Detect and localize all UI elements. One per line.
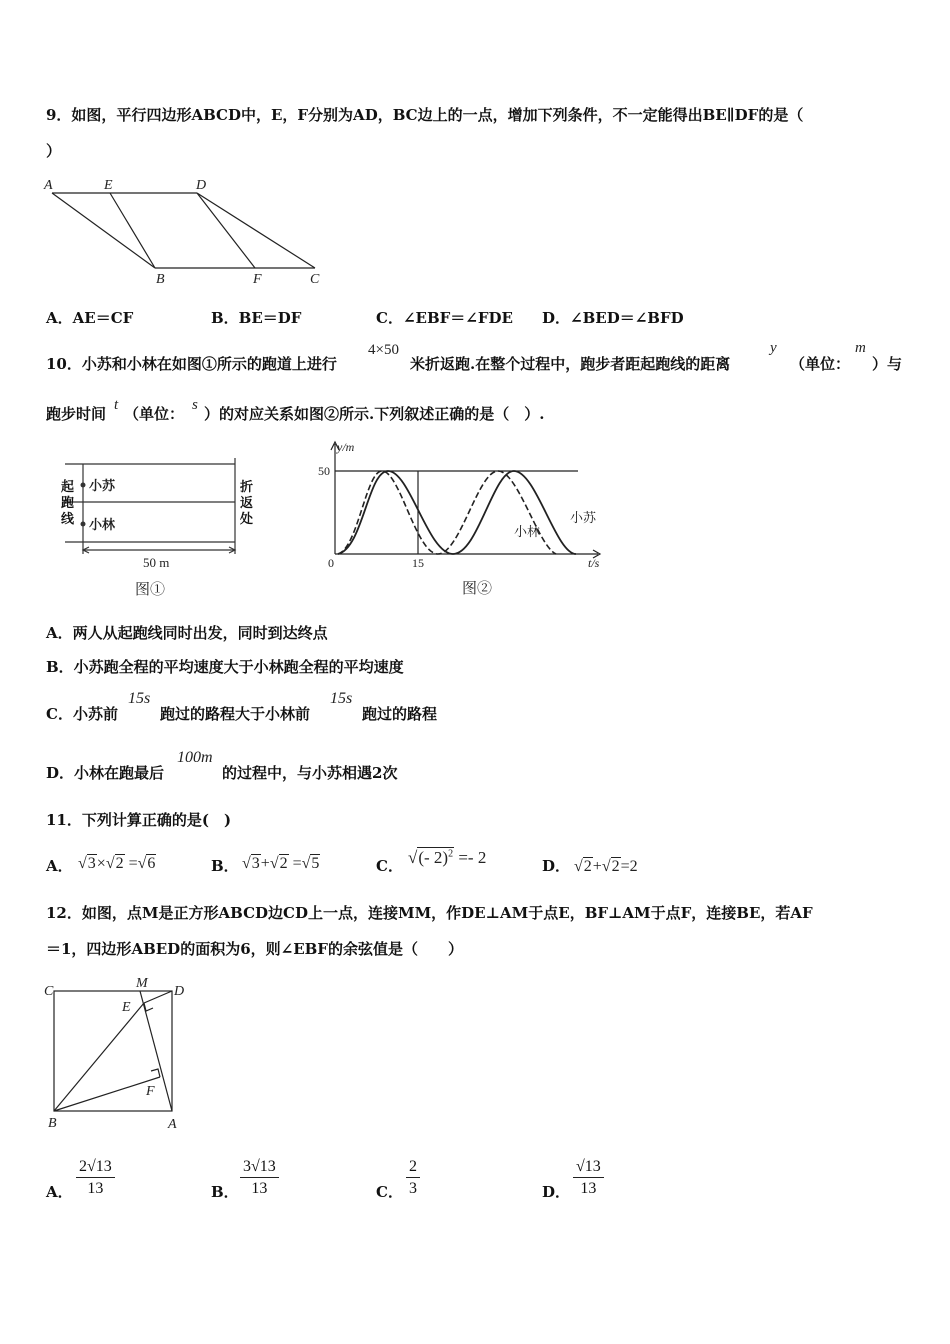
q12-option-c-fraction: $\frac{2}{3}$ — [406, 1158, 420, 1198]
q12-option-b-fraction: $\frac{3√13}{13}$ — [240, 1158, 279, 1198]
q10-option-c-part3: 跑过的路程 — [362, 705, 438, 723]
q10-option-c-expr1: 15s — [128, 690, 151, 707]
q10-graph-y-axis: y/m — [337, 440, 355, 454]
q10-var-m: m — [855, 340, 866, 356]
q9-option-a: A．AE＝CF — [46, 309, 134, 327]
q9-label-b: B — [156, 272, 165, 287]
q10-graph-y-tick: 50 — [318, 464, 330, 478]
q12-option-a-fraction: $\frac{2√13}{13}$ — [76, 1158, 115, 1198]
q10-var-y: y — [770, 340, 777, 356]
q10-unit-b: （单位： — [124, 405, 185, 423]
q10-var-t: t — [114, 397, 119, 413]
q12-option-a-label: A． — [46, 1183, 73, 1201]
q10-stem-line1-a: 10．小苏和小林在如图①所示的跑道上进行 — [46, 355, 337, 373]
q10-stem-line1-b: 米折返跑.在整个过程中，跑步者距起跑线的距离 — [410, 355, 731, 373]
q9-label-a: A — [44, 178, 53, 193]
q9-option-b: B．BE＝DF — [211, 309, 302, 327]
q10-graph-x-axis: t/s — [588, 556, 600, 570]
q10-graph-lin-label: 小林 — [514, 524, 541, 539]
q12-label-b: B — [48, 1116, 57, 1131]
q11-option-d-label: D． — [542, 857, 571, 875]
q10-graph-caption: 图② — [462, 581, 493, 597]
q12-stem-line2: ＝1，四边形ABED的面积为6，则∠EBF的余弦值是（ ） — [46, 940, 463, 958]
q10-graph-origin: 0 — [328, 556, 334, 570]
q10-var-s: s — [192, 397, 198, 413]
q12-option-b-label: B． — [211, 1183, 239, 1201]
q9-stem-line2: ） — [46, 142, 62, 160]
q12-option-d-fraction: $\frac{√13}{13}$ — [573, 1158, 604, 1198]
q10-unit-a: （单位： — [790, 355, 851, 373]
q10-stem-line2-a: 跑步时间 — [46, 405, 107, 423]
q12-option-d-label: D． — [542, 1183, 571, 1201]
q12-stem-line1: 12．如图，点M是正方形ABCD边CD上一点，连接MM，作DE⊥AM于点E，BF⊥AM于点F，连接BE，若AF — [46, 904, 813, 922]
q10-graph-lin-curve — [338, 471, 556, 554]
q11-option-b-label: B． — [211, 857, 239, 875]
q12-label-c: C — [44, 984, 54, 999]
q10-fig1-dist: 50 m — [143, 555, 170, 570]
q10-stem-line2-b: ）的对应关系如图②所示.下列叙述正确的是（ ）. — [204, 405, 545, 423]
q11-stem: 11．下列计算正确的是( ) — [46, 811, 232, 829]
q10-option-c-part1: C．小苏前 — [46, 705, 118, 723]
q12-label-e: E — [122, 1000, 131, 1015]
q11-option-a-expr: √3×√2 =√6 — [78, 855, 156, 872]
q10-graph-su-curve — [338, 471, 576, 554]
q9-label-f: F — [253, 272, 262, 287]
q10-fig1-caption: 图① — [135, 582, 166, 598]
q12-label-m: M — [136, 976, 148, 991]
q10-option-a: A．两人从起跑线同时出发，同时到达终点 — [46, 624, 328, 642]
q10-option-d-part1: D．小林在跑最后 — [46, 764, 165, 782]
q9-option-d: D．∠BED＝∠BFD — [542, 309, 684, 327]
q9-label-e: E — [104, 178, 113, 193]
q9-label-d: D — [196, 178, 207, 193]
q10-fig1-turn-vertical: 折返处 — [240, 480, 254, 527]
q12-label-f: F — [146, 1084, 155, 1099]
q10-option-b: B．小苏跑全程的平均速度大于小林跑全程的平均速度 — [46, 658, 404, 676]
q9-stem-line1: 9．如图，平行四边形ABCD中，E，F分别为AD，BC边上的一点，增加下列条件，不一定能得出BE∥DF的是（ — [46, 106, 804, 124]
q12-option-c-label: C． — [376, 1183, 403, 1201]
q10-fig1-su: 小苏 — [89, 478, 116, 493]
q10-option-d-part2: 的过程中，与小苏相遇2次 — [222, 764, 398, 782]
q10-fig1-start-vertical: 起跑线 — [61, 480, 75, 527]
q11-option-c-label: C． — [376, 857, 403, 875]
q10-track-figure — [55, 450, 255, 602]
q10-option-c-expr2: 15s — [330, 690, 353, 707]
q10-graph-su-label: 小苏 — [570, 510, 597, 525]
q10-expr-4x50: 4×50 — [368, 342, 399, 358]
q11-option-d-expr: √2+√2=2 — [574, 858, 638, 875]
q9-parallelogram-figure — [40, 175, 340, 290]
q11-option-c-expr: √(- 2)$^2$ =- 2 — [408, 848, 487, 867]
q9-option-c: C．∠EBF＝∠FDE — [376, 309, 513, 327]
q10-option-c-part2: 跑过的路程大于小林前 — [160, 705, 311, 723]
q10-graph-figure — [318, 438, 613, 603]
q10-stem-line1-c: ）与 — [872, 355, 903, 373]
q10-graph-x-tick: 15 — [412, 556, 424, 570]
q9-label-c: C — [310, 272, 320, 287]
q12-label-d: D — [174, 984, 185, 999]
q11-option-b-expr: √3+√2 =√5 — [242, 855, 320, 872]
q12-square-figure — [40, 975, 200, 1135]
q12-label-a: A — [168, 1117, 177, 1132]
q10-option-d-expr: 100m — [177, 749, 213, 766]
q11-option-a-label: A． — [46, 857, 73, 875]
q10-fig1-lin: 小林 — [89, 517, 116, 532]
